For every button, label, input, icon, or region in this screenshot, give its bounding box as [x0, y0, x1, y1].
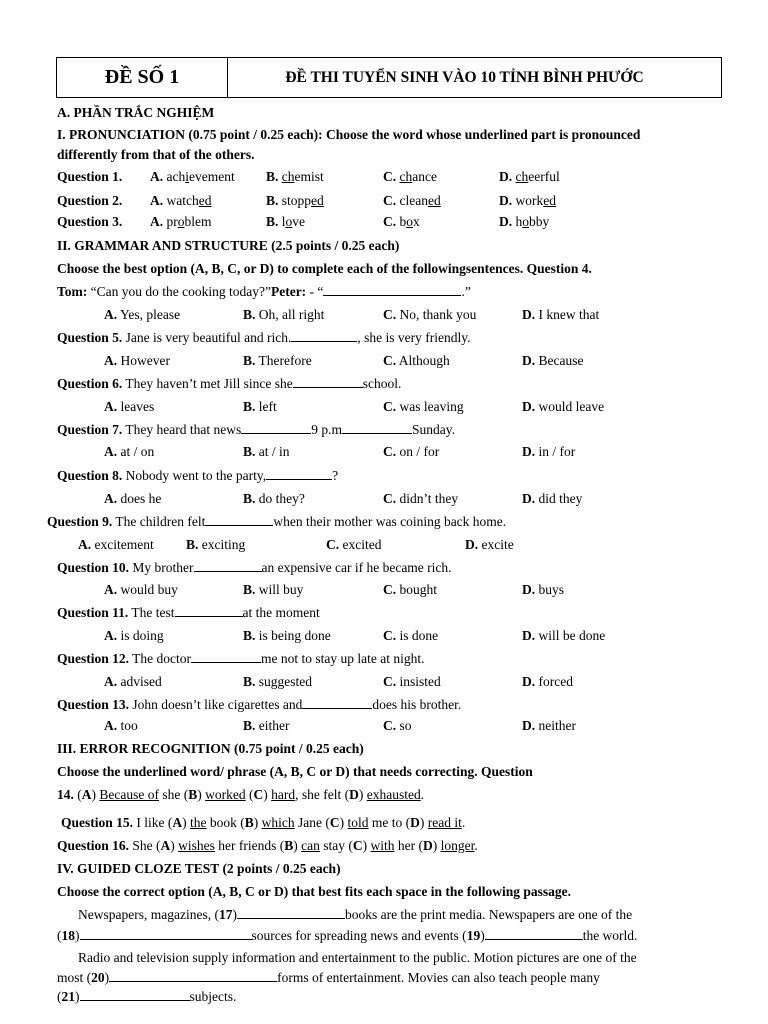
q2-option-c: C. cleaned: [383, 193, 441, 208]
q12-option-d: D. forced: [522, 674, 573, 689]
question-5-stem: Question 5. Jane is very beautiful and rich. , she is very friendly.: [57, 330, 471, 345]
cloze-passage-line-5: (21) subjects.: [57, 989, 237, 1004]
q1-option-d: D. cheerful: [499, 169, 560, 184]
q5-option-c: C. Although: [383, 353, 450, 368]
q2-option-d: D. worked: [499, 193, 556, 208]
q10-option-b: B. will buy: [243, 582, 304, 597]
q2-option-b: B. stopped: [266, 193, 324, 208]
q8-option-d: D. did they: [522, 491, 583, 506]
question-16-stem: Question 16. She (A) wishes her friends (B) can stay (C) with her (D) longer.: [57, 838, 478, 853]
q7-option-c: C. on / for: [383, 444, 440, 459]
question-10-stem: Question 10. My brother an expensive car if he became rich.: [57, 560, 452, 575]
q1-option-a: A. achievement: [150, 169, 235, 184]
q4-option-a: A. Yes, please: [104, 307, 181, 322]
q11-option-b: B. is being done: [243, 628, 331, 643]
question-2-label: Question 2.: [57, 193, 123, 208]
q1-option-c: C. chance: [383, 169, 437, 184]
question-14-stem: 14. (A) Because of she (B) worked (C) hard, she felt (D) exhausted.: [57, 787, 425, 802]
question-1-label: Question 1.: [57, 169, 123, 184]
q5-option-a: A. However: [104, 353, 170, 368]
q3-option-a: A. problem: [150, 214, 212, 229]
section-a-heading: A. PHẦN TRẮC NGHIỆM: [57, 105, 215, 120]
q13-option-b: B. either: [243, 718, 290, 733]
q12-option-c: C. insisted: [383, 674, 441, 689]
q11-option-a: A. is doing: [104, 628, 164, 643]
question-4-stem: Tom: “Can you do the cooking today?”Peter: - “ .”: [57, 284, 471, 299]
q11-option-d: D. will be done: [522, 628, 606, 643]
q3-option-c: C. box: [383, 214, 420, 229]
q8-option-a: A. does he: [104, 491, 162, 506]
q3-option-d: D. hobby: [499, 214, 550, 229]
q3-option-b: B. love: [266, 214, 306, 229]
question-8-stem: Question 8. Nobody went to the party, ?: [57, 468, 339, 483]
q4-option-b: B. Oh, all right: [243, 307, 325, 322]
q5-option-d: D. Because: [522, 353, 584, 368]
q5-option-b: B. Therefore: [243, 353, 312, 368]
q12-option-b: B. suggested: [243, 674, 313, 689]
question-3-label: Question 3.: [57, 214, 123, 229]
cloze-passage-line-2: (18) sources for spreading news and events (19) the world.: [57, 928, 638, 943]
q6-option-c: C. was leaving: [383, 399, 464, 414]
question-9-stem: Question 9. The children felt when their mother was coining back home.: [47, 514, 507, 529]
q8-option-b: B. do they?: [243, 491, 305, 506]
cloze-instructions: Choose the correct option (A, B, C or D) that best fits each space in the following passage.: [57, 884, 571, 899]
question-12-stem: Question 12. The doctor me not to stay up late at night.: [57, 651, 425, 666]
cloze-passage-line-3: Radio and television supply information and entertainment to the public. Motion pictures are one of the: [78, 950, 637, 965]
q13-option-d: D. neither: [522, 718, 576, 733]
exam-code: ĐỀ SỐ 1: [57, 58, 228, 97]
grammar-heading: II. GRAMMAR AND STRUCTURE (2.5 points / 0.25 each): [57, 238, 400, 253]
q7-option-d: D. in / for: [522, 444, 576, 459]
cloze-passage-line-4: most (20) forms of entertainment. Movies can also teach people many: [57, 970, 600, 985]
q11-option-c: C. is done: [383, 628, 439, 643]
q8-option-c: C. didn’t they: [383, 491, 459, 506]
q13-option-c: C. so: [383, 718, 412, 733]
question-13-stem: Question 13. John doesn’t like cigarettes and does his brother.: [57, 697, 462, 712]
error-heading: III. ERROR RECOGNITION (0.75 point / 0.25 each): [57, 741, 364, 756]
exam-header-box: [56, 57, 722, 98]
q2-option-a: A. watched: [150, 193, 212, 208]
q6-option-b: B. left: [243, 399, 277, 414]
q10-option-c: C. bought: [383, 582, 438, 597]
question-15-stem: Question 15. I like (A) the book (B) which Jane (C) told me to (D) read it.: [61, 815, 466, 830]
q13-option-a: A. too: [104, 718, 138, 733]
q6-option-a: A. leaves: [104, 399, 155, 414]
q7-option-b: B. at / in: [243, 444, 290, 459]
q9-option-b: B. exciting: [186, 537, 246, 552]
error-instructions: Choose the underlined word/ phrase (A, B, C or D) that needs correcting. Question: [57, 764, 533, 779]
q6-option-d: D. would leave: [522, 399, 605, 414]
q9-option-d: D. excite: [465, 537, 514, 552]
question-11-stem: Question 11. The test at the moment: [57, 605, 320, 620]
q9-option-a: A. excitement: [78, 537, 154, 552]
pronunciation-heading: I. PRONUNCIATION (0.75 point / 0.25 each): Choose the word whose underlined part is pronounced: [57, 127, 641, 142]
q12-option-a: A. advised: [104, 674, 162, 689]
q1-option-b: B. chemist: [266, 169, 324, 184]
q9-option-c: C. excited: [326, 537, 382, 552]
q4-option-c: C. No, thank you: [383, 307, 477, 322]
grammar-instructions: Choose the best option (A, B, C, or D) to complete each of the followingsentences. Question 4.: [57, 261, 592, 276]
q4-option-d: D. I knew that: [522, 307, 600, 322]
cloze-passage-line-1: Newspapers, magazines, (17) books are the print media. Newspapers are one of the: [78, 907, 633, 922]
question-7-stem: Question 7. They heard that news 9 p.m Sunday.: [57, 422, 455, 437]
q7-option-a: A. at / on: [104, 444, 155, 459]
q10-option-d: D. buys: [522, 582, 565, 597]
question-6-stem: Question 6. They haven’t met Jill since she school.: [57, 376, 402, 391]
pronunciation-heading-cont: differently from that of the others.: [57, 147, 255, 162]
q10-option-a: A. would buy: [104, 582, 178, 597]
cloze-heading: IV. GUIDED CLOZE TEST (2 points / 0.25 each): [57, 861, 341, 876]
exam-title: ĐỀ THI TUYỂN SINH VÀO 10 TỈNH BÌNH PHƯỚC: [285, 68, 644, 86]
